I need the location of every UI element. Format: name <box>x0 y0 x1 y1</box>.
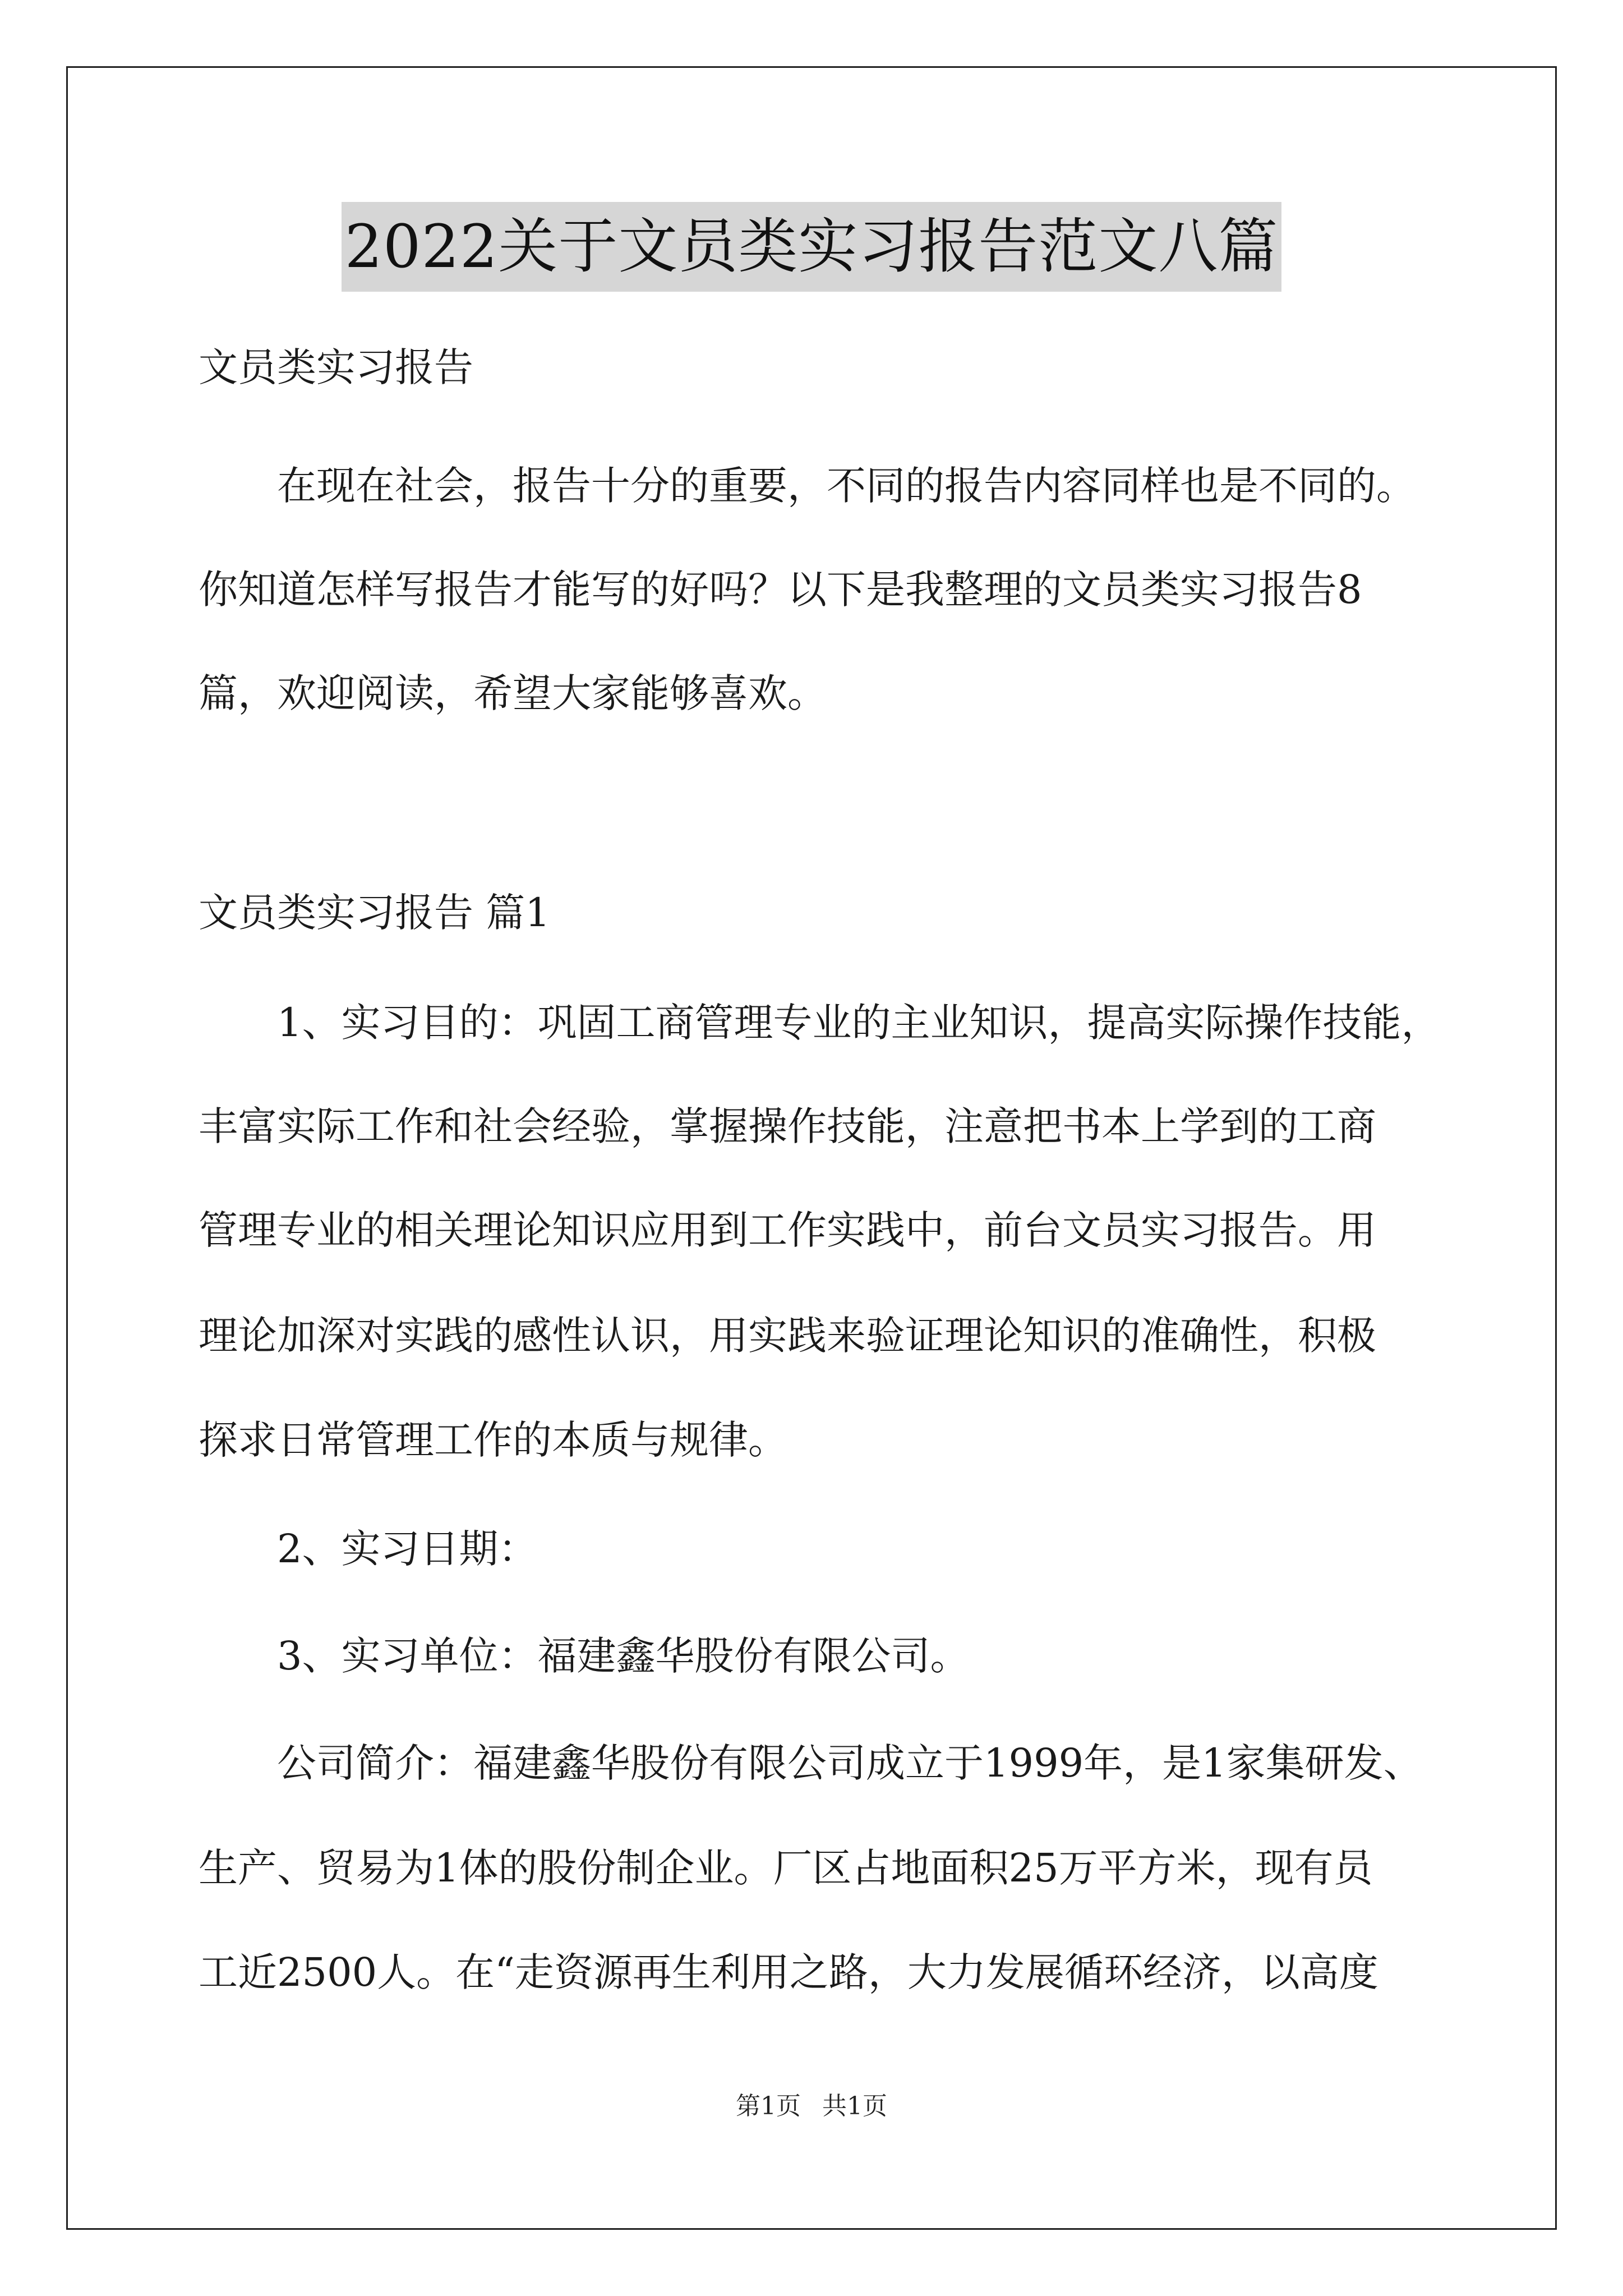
paragraph-line: 探求日常管理工作的本质与规律。 <box>199 1417 787 1463</box>
paragraph-line: 在现在社会，报告十分的重要，不同的报告内容同样也是不同的。 <box>199 463 1415 509</box>
paragraph-line: 公司简介：福建鑫华股份有限公司成立于1999年，是1家集研发、 <box>199 1740 1423 1786</box>
section-heading: 文员类实习报告 <box>199 344 473 390</box>
paragraph-line: 1、实习目的：巩固工商管理专业的主业知识，提高实际操作技能， <box>199 1000 1441 1046</box>
paragraph-line: 生产、贸易为1体的股份制企业。厂区占地面积25万平方米，现有员 <box>199 1845 1373 1891</box>
paragraph-line: 丰富实际工作和社会经验，掌握操作技能，注意把书本上学到的工商 <box>199 1103 1376 1149</box>
page-total: 共1页 <box>822 2092 887 2120</box>
section-heading: 文员类实习报告 篇1 <box>199 890 550 936</box>
paragraph-line: 篇，欢迎阅读，希望大家能够喜欢。 <box>199 670 827 716</box>
paragraph-line: 理论加深对实践的感性认识，用实践来验证理论知识的准确性，积极 <box>199 1313 1376 1359</box>
paragraph-line: 3、实习单位：福建鑫华股份有限公司。 <box>199 1633 970 1679</box>
document-title: 2022关于文员类实习报告范文八篇 <box>342 202 1282 292</box>
title-wrapper <box>0 202 1623 292</box>
paragraph-line: 你知道怎样写报告才能写的好吗？以下是我整理的文员类实习报告8 <box>199 567 1362 613</box>
paragraph-line: 工近2500人。在“走资源再生利用之路，大力发展循环经济，以高度 <box>199 1949 1378 1995</box>
page-footer <box>0 2090 1623 2123</box>
paragraph-line: 2、实习日期： <box>199 1526 538 1572</box>
paragraph-line: 管理专业的相关理论知识应用到工作实践中，前台文员实习报告。用 <box>199 1207 1376 1253</box>
page-number: 第1页 <box>736 2092 801 2120</box>
